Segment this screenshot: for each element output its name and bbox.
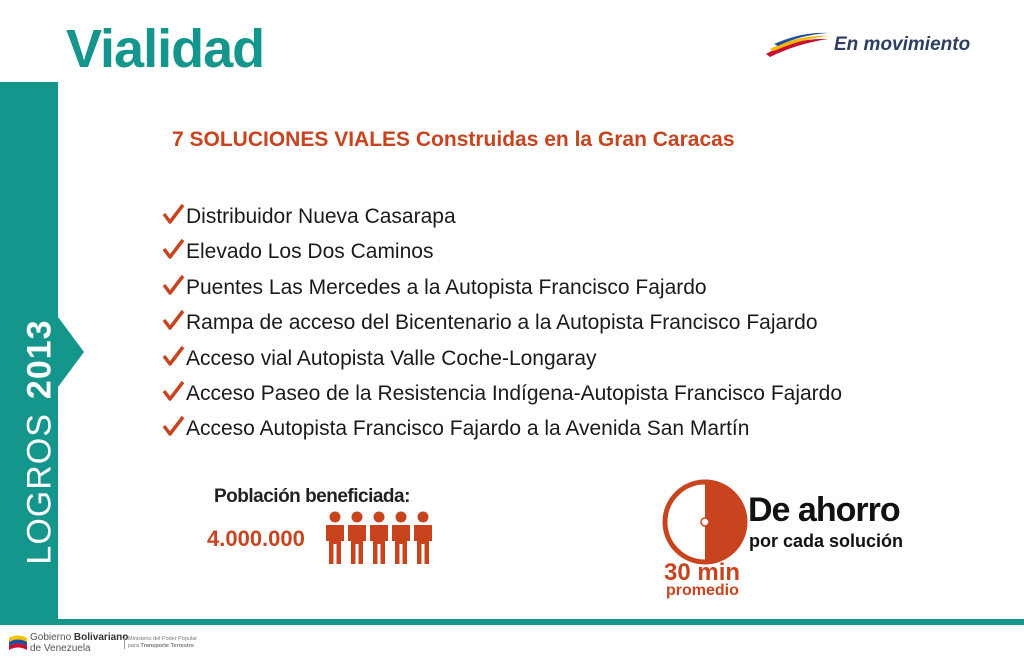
side-label-light: LOGROS <box>20 413 59 565</box>
government-name <box>30 632 128 654</box>
list-item <box>162 344 842 379</box>
check-icon <box>162 203 186 225</box>
check-icon <box>162 238 186 260</box>
solutions-list <box>162 202 842 450</box>
list-item-label: Rampa de acceso del Bicentenario a la Autopista Francisco Fajardo <box>186 311 818 335</box>
list-item-label: Acceso Autopista Francisco Fajardo a la Avenida San Martín <box>186 417 750 441</box>
ministry-line2: para <box>128 642 140 649</box>
check-icon <box>162 380 186 402</box>
list-item-label: Elevado Los Dos Caminos <box>186 240 434 264</box>
check-icon <box>162 274 186 296</box>
footer-divider <box>0 619 1024 625</box>
population-value: 4.000.000 <box>207 526 305 551</box>
side-banner <box>0 82 84 622</box>
list-item-label: Distribuidor Nueva Casarapa <box>186 205 456 228</box>
list-item <box>162 414 842 449</box>
time-value: 30 min <box>664 559 741 586</box>
list-item <box>162 379 842 414</box>
list-item <box>162 202 842 237</box>
list-item <box>162 237 842 272</box>
ministry-line2-bold: Transporte Terrestre <box>140 642 194 649</box>
list-item-label: Acceso vial Autopista Valle Coche-Longaray <box>186 346 597 370</box>
gov-line2: de Venezuela <box>30 643 91 654</box>
clock-icon <box>662 479 748 565</box>
brand-swoosh-icon <box>764 30 830 60</box>
check-icon <box>162 415 186 437</box>
check-icon <box>162 345 186 367</box>
section-subtitle: 7 SOLUCIONES VIALES Construidas en la Gran Caracas <box>172 128 735 151</box>
population-label: Población beneficiada: <box>214 486 410 507</box>
gov-line1-bold: Bolivariano <box>73 632 129 643</box>
saving-title: De ahorro <box>748 491 900 529</box>
side-label-year: 2013 <box>20 319 59 400</box>
page-title: Vialidad <box>66 19 265 79</box>
list-item <box>162 273 842 308</box>
people-icon <box>324 511 434 565</box>
ministry-name <box>124 636 197 649</box>
ministry-line1: Ministerio del Poder Popular <box>128 636 198 642</box>
brand-logo <box>764 28 1004 62</box>
side-label <box>21 319 60 564</box>
list-item-label: Puentes Las Mercedes a la Autopista Francisco Fajardo <box>186 275 707 299</box>
saving-subtitle: por cada solución <box>749 531 904 551</box>
brand-name: En movimiento <box>834 34 971 55</box>
check-icon <box>162 309 186 331</box>
footer-logo <box>8 630 268 658</box>
list-item-label: Acceso Paseo de la Resistencia Indígena-Autopista Francisco Fajardo <box>186 381 843 405</box>
venezuela-flag-icon <box>8 634 28 654</box>
gov-line1: Gobierno <box>30 632 72 643</box>
list-item <box>162 308 842 343</box>
time-label: promedio <box>666 582 739 599</box>
